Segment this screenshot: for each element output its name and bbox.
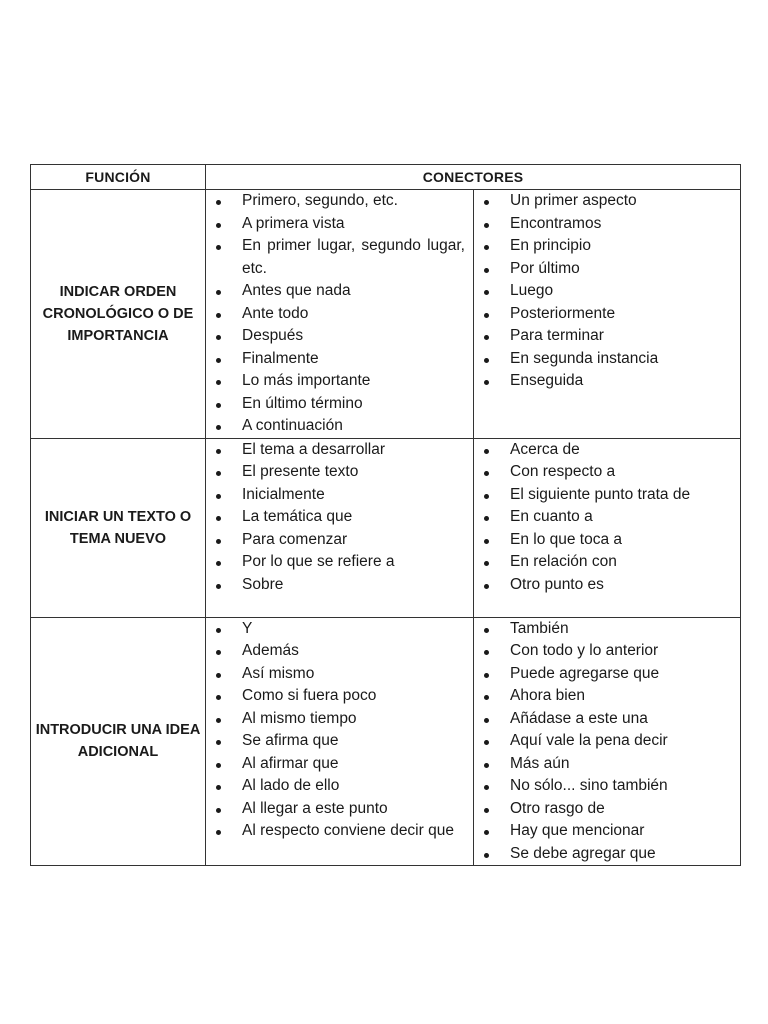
list-item: [474, 484, 740, 507]
bullet-icon: [484, 290, 489, 295]
list-item-text: También: [510, 619, 569, 637]
list-item: [206, 640, 473, 663]
bullet-icon: [216, 471, 221, 476]
bullet-icon: [484, 494, 489, 499]
list-item-text: Para terminar: [510, 327, 604, 344]
list-item: [474, 843, 740, 866]
list-item-text: Inicialmente: [242, 485, 325, 503]
bullet-icon: [216, 628, 221, 633]
list-item-text: Como si fuera poco: [242, 687, 377, 704]
list-item: [474, 370, 740, 393]
function-cell: INTRODUCIR UNA IDEA ADICIONAL: [31, 617, 206, 866]
list-item: [474, 213, 740, 236]
list-item-text: En lo que toca a: [510, 530, 623, 548]
list-item: [206, 663, 473, 686]
connectors-right-cell: [474, 438, 741, 617]
bullet-icon: [216, 494, 221, 499]
list-item-text: Para comenzar: [242, 530, 348, 548]
function-cell: INICIAR UN TEXTO O TEMA NUEVO: [31, 438, 206, 617]
list-item: [206, 574, 473, 597]
list-item: [474, 235, 740, 258]
connectors-right-cell: [474, 617, 741, 866]
list-item-text: Luego: [510, 282, 554, 299]
list-item: [474, 348, 740, 371]
list-item-text: Finalmente: [242, 349, 319, 367]
connectors-left-cell: [206, 438, 474, 617]
bullet-icon: [484, 561, 489, 566]
list-item-text: Al afirmar que: [242, 754, 339, 772]
list-item-text: Posteriormente: [510, 304, 616, 322]
bullet-icon: [484, 763, 489, 768]
bullet-icon: [484, 785, 489, 790]
list-item: [474, 685, 740, 708]
bullet-icon: [484, 539, 489, 544]
bullet-icon: [216, 785, 221, 790]
list-item-text: El siguiente punto trata de: [510, 485, 691, 503]
list-item: [206, 348, 473, 371]
list-item: [474, 506, 740, 529]
bullet-icon: [484, 718, 489, 723]
list-item-text: En último término: [242, 394, 363, 412]
list-item: [474, 775, 740, 798]
list-item-text: Puede agregarse que: [510, 664, 660, 682]
list-item: [206, 484, 473, 507]
list-item-text: Añádase a este una: [510, 709, 648, 727]
list-item-text: Antes que nada: [242, 282, 351, 299]
table-header-row: [31, 165, 741, 190]
bullet-icon: [216, 740, 221, 745]
bullet-icon: [484, 268, 489, 273]
header-connectors: CONECTORES: [206, 165, 741, 190]
table-row: [31, 438, 741, 617]
bullet-icon: [216, 763, 221, 768]
list-item-text: A continuación: [242, 417, 343, 434]
list-item: [474, 529, 740, 552]
list-item-text: Con respecto a: [510, 463, 616, 480]
bullet-icon: [216, 539, 221, 544]
list-item-text: El presente texto: [242, 463, 359, 480]
list-item: [206, 753, 473, 776]
bullet-icon: [216, 516, 221, 521]
list-item-text: Ante todo: [242, 304, 309, 322]
list-item-text: Al mismo tiempo: [242, 709, 357, 727]
bullet-icon: [484, 335, 489, 340]
bullet-icon: [216, 223, 221, 228]
bullet-icon: [216, 425, 221, 430]
header-function: FUNCIÓN: [31, 165, 206, 190]
list-item-text: En principio: [510, 237, 591, 254]
bullet-icon: [484, 313, 489, 318]
list-item-text: Ahora bien: [510, 687, 585, 704]
list-item: [474, 258, 740, 281]
list-item: [206, 303, 473, 326]
list-item-text: No sólo... sino también: [510, 777, 668, 794]
list-item: [206, 775, 473, 798]
list-item: [474, 663, 740, 686]
bullet-icon: [216, 358, 221, 363]
list-item-text: Aquí vale la pena decir: [510, 732, 668, 749]
list-item: [206, 506, 473, 529]
list-item: [206, 213, 473, 236]
bullet-icon: [484, 358, 489, 363]
bullet-icon: [484, 740, 489, 745]
list-item: [206, 798, 473, 821]
bullet-icon: [484, 695, 489, 700]
list-item: [474, 439, 740, 462]
list-item: [206, 370, 473, 393]
list-item: [206, 415, 473, 438]
bullet-icon: [484, 830, 489, 835]
list-item-text: En cuanto a: [510, 508, 593, 525]
list-item: [206, 551, 473, 574]
list-item-text: Otro punto es: [510, 575, 604, 593]
bullet-icon: [484, 853, 489, 858]
table-row: [31, 617, 741, 866]
list-item: [474, 303, 740, 326]
list-item: [206, 618, 473, 641]
list-item: [206, 685, 473, 708]
bullet-icon: [484, 471, 489, 476]
bullet-icon: [484, 673, 489, 678]
bullet-icon: [484, 584, 489, 589]
bullet-icon: [216, 830, 221, 835]
list-item: [206, 730, 473, 753]
list-item-text: Después: [242, 327, 304, 344]
list-item: [474, 708, 740, 731]
list-item: [474, 618, 740, 641]
list-item: [206, 529, 473, 552]
list-item: [474, 190, 740, 213]
bullet-icon: [216, 290, 221, 295]
bullet-icon: [216, 584, 221, 589]
list-item: [474, 730, 740, 753]
bullet-icon: [216, 695, 221, 700]
list-item-text: Al lado de ello: [242, 777, 340, 794]
list-item: [474, 574, 740, 597]
list-item-text: Se afirma que: [242, 732, 339, 749]
connectors-left-cell: [206, 617, 474, 866]
list-item: [474, 640, 740, 663]
list-item: [474, 280, 740, 303]
list-item-text: Además: [242, 642, 299, 659]
list-item-text: La temática que: [242, 508, 353, 525]
list-item: [206, 280, 473, 303]
list-item: [206, 708, 473, 731]
list-item-text: Por último: [510, 259, 580, 277]
bullet-icon: [484, 628, 489, 633]
list-item-text: Se debe agregar que: [510, 844, 656, 862]
list-item-text: Al llegar a este punto: [242, 799, 388, 817]
bullet-icon: [484, 516, 489, 521]
bullet-icon: [484, 650, 489, 655]
list-item-text: En primer lugar, segundo lugar, etc.: [242, 237, 465, 277]
list-item: [474, 461, 740, 484]
list-item-text: Otro rasgo de: [510, 799, 605, 817]
bullet-icon: [484, 223, 489, 228]
bullet-icon: [484, 245, 489, 250]
bullet-icon: [216, 335, 221, 340]
list-item: [206, 439, 473, 462]
list-item-text: Al respecto conviene decir que: [242, 822, 454, 839]
list-item: [474, 551, 740, 574]
list-item-text: Por lo que se refiere a: [242, 553, 395, 570]
list-item: [474, 325, 740, 348]
bullet-icon: [216, 380, 221, 385]
list-item-text: Lo más importante: [242, 372, 371, 389]
function-cell: INDICAR ORDEN CRONOLÓGICO O DE IMPORTANCIA: [31, 190, 206, 439]
connectors-left-cell: [206, 190, 474, 439]
bullet-icon: [484, 380, 489, 385]
list-item-text: A primera vista: [242, 214, 345, 232]
bullet-icon: [216, 200, 221, 205]
connectors-right-cell: [474, 190, 741, 439]
list-item-text: Acerca de: [510, 440, 580, 458]
list-item: [474, 820, 740, 843]
list-item-text: En relación con: [510, 553, 617, 570]
bullet-icon: [216, 561, 221, 566]
bullet-icon: [484, 449, 489, 454]
list-item-text: En segunda instancia: [510, 349, 659, 367]
bullet-icon: [216, 718, 221, 723]
list-item: [474, 753, 740, 776]
list-item-text: Encontramos: [510, 214, 602, 232]
list-item: [206, 235, 473, 280]
list-item: [206, 190, 473, 213]
bullet-icon: [216, 403, 221, 408]
list-item: [206, 393, 473, 416]
list-item: [474, 798, 740, 821]
list-item-text: Sobre: [242, 575, 284, 593]
list-item-text: El tema a desarrollar: [242, 440, 386, 458]
bullet-icon: [216, 313, 221, 318]
bullet-icon: [216, 449, 221, 454]
list-item-text: Y: [242, 619, 253, 637]
bullet-icon: [216, 673, 221, 678]
bullet-icon: [484, 200, 489, 205]
list-item-text: Con todo y lo anterior: [510, 642, 659, 659]
list-item-text: Así mismo: [242, 664, 315, 682]
list-item-text: Hay que mencionar: [510, 822, 645, 839]
list-item-text: Más aún: [510, 754, 570, 772]
list-item-text: Primero, segundo, etc.: [242, 192, 398, 209]
list-item-text: Un primer aspecto: [510, 192, 637, 209]
list-item-text: Enseguida: [510, 372, 584, 389]
list-item: [206, 820, 473, 843]
table-row: [31, 190, 741, 439]
connectors-table: [30, 164, 741, 866]
list-item: [206, 461, 473, 484]
list-item: [206, 325, 473, 348]
bullet-icon: [216, 650, 221, 655]
bullet-icon: [216, 808, 221, 813]
bullet-icon: [484, 808, 489, 813]
bullet-icon: [216, 245, 221, 250]
